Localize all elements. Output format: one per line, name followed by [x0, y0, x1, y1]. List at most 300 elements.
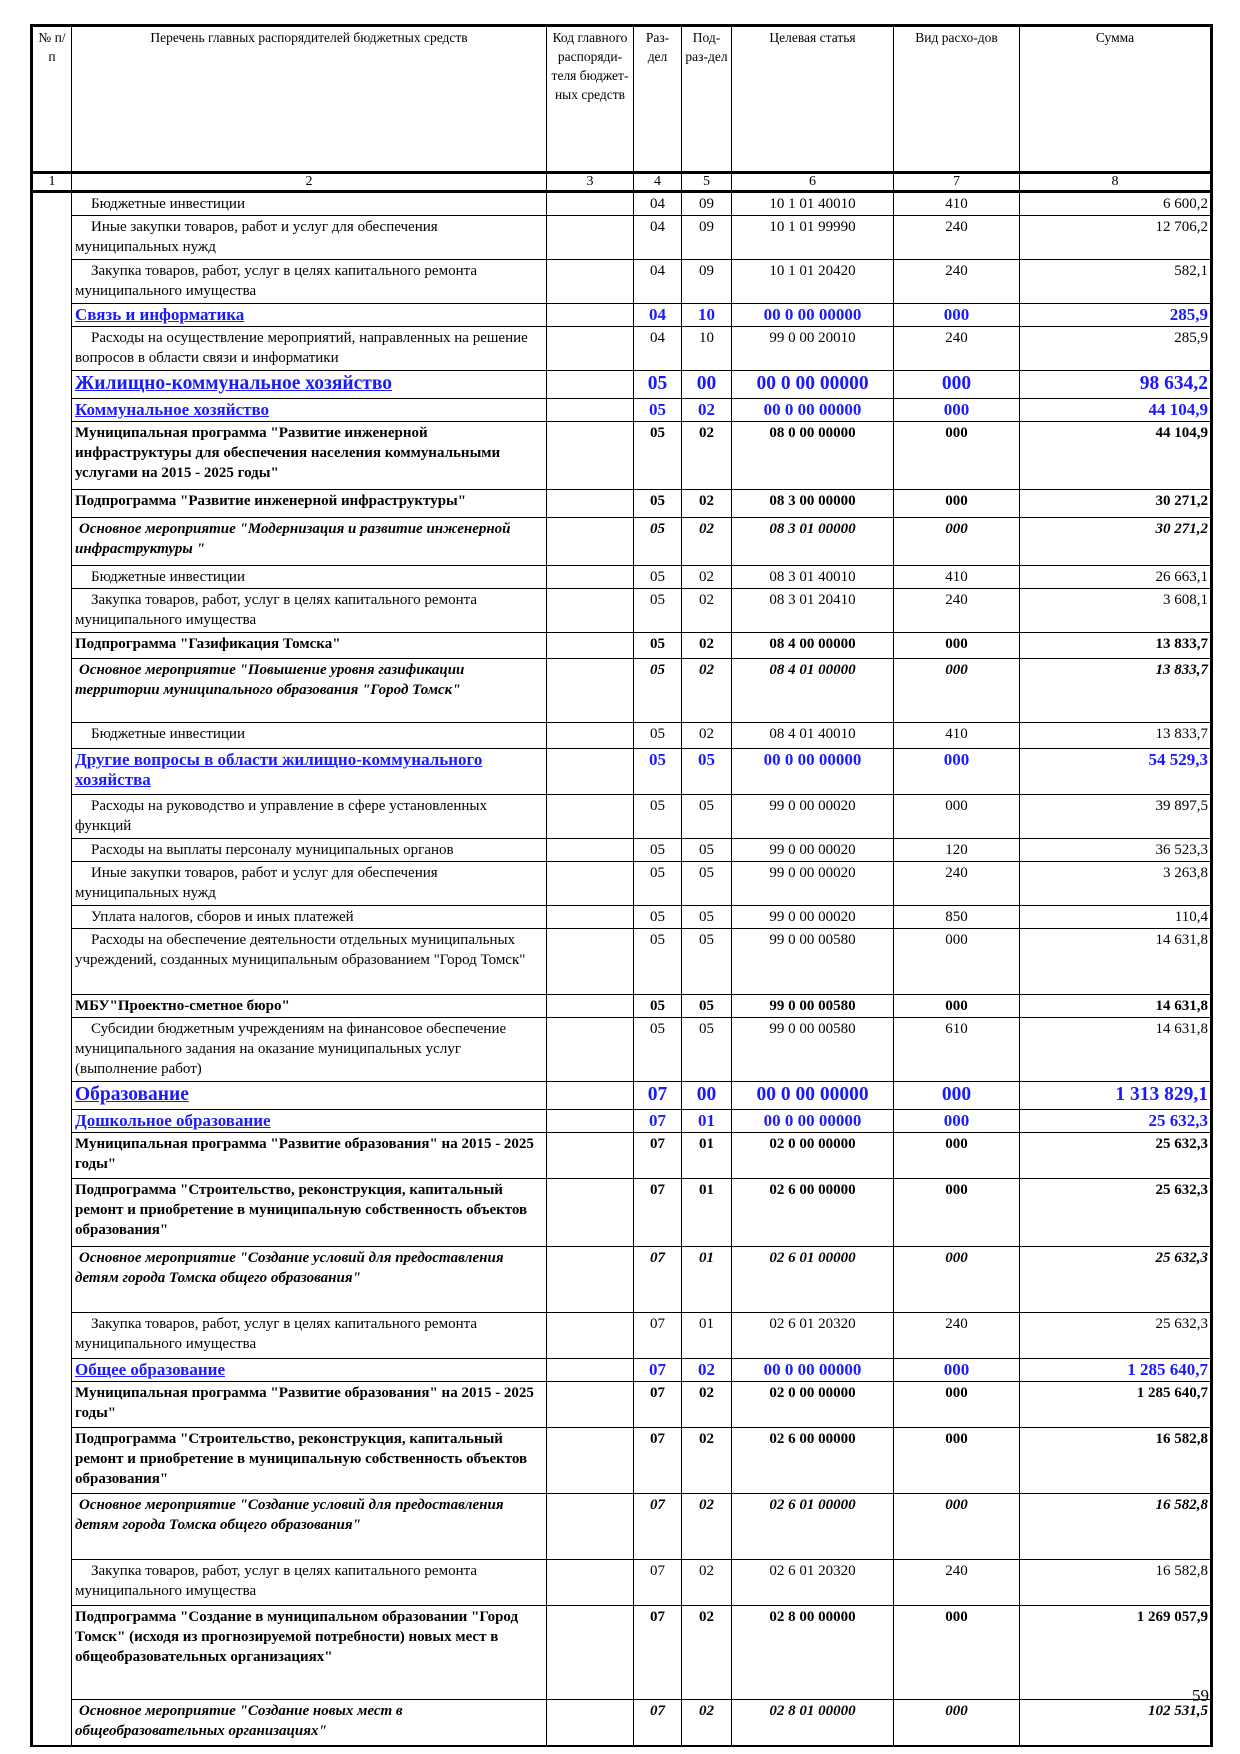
row-num-cell [32, 1179, 72, 1247]
row-num-cell [32, 518, 72, 566]
cell-sum: 25 632,3 [1020, 1179, 1212, 1247]
row-num-cell [32, 906, 72, 929]
cell-code [547, 633, 634, 659]
cell-razdel: 05 [634, 1018, 682, 1082]
cell-vid: 610 [894, 1018, 1020, 1082]
table-row [32, 906, 1212, 929]
cell-vid: 000 [894, 518, 1020, 566]
cell-target: 02 6 01 00000 [732, 1494, 894, 1560]
table-row [32, 633, 1212, 659]
cell-vid: 000 [894, 1133, 1020, 1179]
cell-razdel: 07 [634, 1382, 682, 1428]
cell-vid: 000 [894, 1110, 1020, 1133]
header-vid: Вид расхо-дов [894, 26, 1020, 173]
cell-razdel: 05 [634, 490, 682, 518]
cell-vid: 000 [894, 749, 1020, 795]
cell-podrazdel: 02 [682, 1359, 732, 1382]
cell-sum: 285,9 [1020, 304, 1212, 327]
cell-podrazdel: 02 [682, 659, 732, 723]
cell-vid: 000 [894, 659, 1020, 723]
row-num-cell [32, 1700, 72, 1746]
cell-code [547, 1247, 634, 1313]
cell-name: МБУ"Проектно-сметное бюро" [72, 995, 547, 1018]
cell-vid: 000 [894, 371, 1020, 399]
cell-name: Муниципальная программа "Развитие инженерной инфраструктуры для обеспечения населения коммунальными услугами на 2015 - 2025 годы" [72, 422, 547, 490]
cell-sum: 14 631,8 [1020, 995, 1212, 1018]
cell-podrazdel: 10 [682, 327, 732, 371]
cell-name: Связь и информатика [72, 304, 547, 327]
cell-target: 02 0 00 00000 [732, 1382, 894, 1428]
cell-podrazdel: 09 [682, 260, 732, 304]
cell-razdel: 05 [634, 422, 682, 490]
row-num-cell [32, 1606, 72, 1700]
cell-target: 08 3 01 20410 [732, 589, 894, 633]
row-num-cell [32, 749, 72, 795]
cell-code [547, 304, 634, 327]
cell-code [547, 1018, 634, 1082]
column-numbers-row [32, 173, 1212, 192]
cell-name: Закупка товаров, работ, услуг в целях капитального ремонта муниципального имущества [72, 260, 547, 304]
cell-podrazdel: 05 [682, 929, 732, 995]
cell-sum: 13 833,7 [1020, 659, 1212, 723]
cell-sum: 44 104,9 [1020, 422, 1212, 490]
table-row [32, 422, 1212, 490]
table-row [32, 1560, 1212, 1606]
cell-podrazdel: 02 [682, 1428, 732, 1494]
cell-target: 02 6 01 20320 [732, 1313, 894, 1359]
cell-razdel: 05 [634, 566, 682, 589]
cell-sum: 36 523,3 [1020, 839, 1212, 862]
cell-name: Жилищно-коммунальное хозяйство [72, 371, 547, 399]
cell-podrazdel: 05 [682, 795, 732, 839]
row-num-cell [32, 1018, 72, 1082]
cell-vid: 410 [894, 566, 1020, 589]
row-num-cell [32, 862, 72, 906]
table-row [32, 929, 1212, 995]
cell-razdel: 05 [634, 749, 682, 795]
cell-razdel: 05 [634, 371, 682, 399]
table-row [32, 659, 1212, 723]
cell-target: 00 0 00 00000 [732, 304, 894, 327]
cell-razdel: 07 [634, 1133, 682, 1179]
cell-podrazdel: 02 [682, 490, 732, 518]
cell-name: Образование [72, 1082, 547, 1110]
cell-razdel: 07 [634, 1428, 682, 1494]
cell-podrazdel: 01 [682, 1313, 732, 1359]
cell-sum: 3 608,1 [1020, 589, 1212, 633]
cell-name: Бюджетные инвестиции [72, 192, 547, 216]
row-num-cell [32, 1494, 72, 1560]
row-num-cell [32, 839, 72, 862]
cell-vid: 000 [894, 1428, 1020, 1494]
cell-vid: 000 [894, 929, 1020, 995]
cell-code [547, 399, 634, 422]
row-num-cell [32, 1359, 72, 1382]
cell-code [547, 995, 634, 1018]
cell-podrazdel: 01 [682, 1247, 732, 1313]
cell-name: Муниципальная программа "Развитие образования" на 2015 - 2025 годы" [72, 1382, 547, 1428]
cell-podrazdel: 01 [682, 1179, 732, 1247]
cell-name: Подпрограмма "Строительство, реконструкция, капитальный ремонт и приобретение в муниципальную собственность объектов образования" [72, 1428, 547, 1494]
cell-code [547, 659, 634, 723]
cell-name: Подпрограмма "Строительство, реконструкция, капитальный ремонт и приобретение в муниципальную собственность объектов образования" [72, 1179, 547, 1247]
cell-code [547, 1110, 634, 1133]
header-sum: Сумма [1020, 26, 1212, 173]
table-row [32, 1082, 1212, 1110]
table-row [32, 566, 1212, 589]
cell-sum: 12 706,2 [1020, 216, 1212, 260]
cell-code [547, 1428, 634, 1494]
colnum: 4 [634, 173, 682, 192]
cell-sum: 1 285 640,7 [1020, 1382, 1212, 1428]
cell-target: 99 0 00 00020 [732, 795, 894, 839]
budget-table [30, 24, 1213, 1747]
cell-name: Дошкольное образование [72, 1110, 547, 1133]
row-num-cell [32, 633, 72, 659]
row-num-cell [32, 1133, 72, 1179]
cell-target: 00 0 00 00000 [732, 749, 894, 795]
cell-target: 99 0 00 20010 [732, 327, 894, 371]
cell-sum: 30 271,2 [1020, 518, 1212, 566]
cell-code [547, 1560, 634, 1606]
table-row [32, 1606, 1212, 1700]
cell-vid: 000 [894, 490, 1020, 518]
header-target: Целевая статья [732, 26, 894, 173]
table-row [32, 260, 1212, 304]
cell-name: Уплата налогов, сборов и иных платежей [72, 906, 547, 929]
table-row [32, 749, 1212, 795]
cell-sum: 16 582,8 [1020, 1494, 1212, 1560]
cell-vid: 000 [894, 1700, 1020, 1746]
cell-vid: 240 [894, 589, 1020, 633]
cell-vid: 000 [894, 1382, 1020, 1428]
cell-vid: 240 [894, 216, 1020, 260]
cell-target: 02 6 00 00000 [732, 1428, 894, 1494]
cell-sum: 98 634,2 [1020, 371, 1212, 399]
cell-razdel: 07 [634, 1247, 682, 1313]
table-row [32, 995, 1212, 1018]
cell-razdel: 05 [634, 929, 682, 995]
cell-name: Расходы на руководство и управление в сфере установленных функций [72, 795, 547, 839]
table-row [32, 1247, 1212, 1313]
row-num-cell [32, 1428, 72, 1494]
cell-sum: 25 632,3 [1020, 1313, 1212, 1359]
cell-code [547, 422, 634, 490]
table-row [32, 1110, 1212, 1133]
cell-name: Подпрограмма "Развитие инженерной инфраструктуры" [72, 490, 547, 518]
cell-razdel: 05 [634, 862, 682, 906]
cell-vid: 000 [894, 304, 1020, 327]
cell-name: Подпрограмма "Создание в муниципальном образовании "Город Томск" (исходя из прогнозируемой потребности) новых мест в общеобразовательных организациях" [72, 1606, 547, 1700]
cell-razdel: 05 [634, 795, 682, 839]
cell-razdel: 05 [634, 659, 682, 723]
row-num-cell [32, 723, 72, 749]
cell-podrazdel: 02 [682, 566, 732, 589]
cell-podrazdel: 02 [682, 1382, 732, 1428]
table-row [32, 518, 1212, 566]
cell-name: Закупка товаров, работ, услуг в целях капитального ремонта муниципального имущества [72, 1560, 547, 1606]
cell-target: 08 4 01 00000 [732, 659, 894, 723]
cell-podrazdel: 09 [682, 216, 732, 260]
table-row [32, 862, 1212, 906]
cell-target: 10 1 01 40010 [732, 192, 894, 216]
cell-name: Расходы на обеспечение деятельности отдельных муниципальных учреждений, созданных муниципальным образованием "Город Томск" [72, 929, 547, 995]
cell-name: Основное мероприятие "Создание новых мест в общеобразовательных организациях" [72, 1700, 547, 1746]
row-num-cell [32, 1110, 72, 1133]
cell-podrazdel: 05 [682, 862, 732, 906]
colnum: 6 [732, 173, 894, 192]
cell-podrazdel: 02 [682, 1606, 732, 1700]
cell-target: 00 0 00 00000 [732, 1110, 894, 1133]
cell-razdel: 07 [634, 1082, 682, 1110]
cell-target: 00 0 00 00000 [732, 1359, 894, 1382]
cell-code [547, 1313, 634, 1359]
cell-code [547, 929, 634, 995]
cell-razdel: 05 [634, 839, 682, 862]
cell-sum: 44 104,9 [1020, 399, 1212, 422]
cell-razdel: 05 [634, 589, 682, 633]
cell-name: Муниципальная программа "Развитие образования" на 2015 - 2025 годы" [72, 1133, 547, 1179]
cell-vid: 000 [894, 399, 1020, 422]
cell-code [547, 839, 634, 862]
colnum: 5 [682, 173, 732, 192]
cell-sum: 16 582,8 [1020, 1428, 1212, 1494]
cell-target: 02 6 00 00000 [732, 1179, 894, 1247]
cell-target: 08 4 01 40010 [732, 723, 894, 749]
row-num-cell [32, 566, 72, 589]
cell-name: Расходы на осуществление мероприятий, направленных на решение вопросов в области связи и информатики [72, 327, 547, 371]
table-row [32, 1018, 1212, 1082]
cell-vid: 000 [894, 1082, 1020, 1110]
cell-podrazdel: 10 [682, 304, 732, 327]
cell-code [547, 862, 634, 906]
cell-target: 08 0 00 00000 [732, 422, 894, 490]
table-row [32, 192, 1212, 216]
cell-razdel: 04 [634, 192, 682, 216]
cell-name: Закупка товаров, работ, услуг в целях капитального ремонта муниципального имущества [72, 589, 547, 633]
cell-podrazdel: 02 [682, 422, 732, 490]
cell-podrazdel: 02 [682, 723, 732, 749]
cell-code [547, 795, 634, 839]
table-row [32, 1700, 1212, 1746]
cell-sum: 25 632,3 [1020, 1133, 1212, 1179]
cell-podrazdel: 02 [682, 589, 732, 633]
cell-sum: 1 285 640,7 [1020, 1359, 1212, 1382]
cell-sum: 6 600,2 [1020, 192, 1212, 216]
cell-vid: 000 [894, 422, 1020, 490]
cell-code [547, 723, 634, 749]
cell-code [547, 192, 634, 216]
cell-code [547, 589, 634, 633]
table-row [32, 589, 1212, 633]
cell-razdel: 04 [634, 304, 682, 327]
cell-podrazdel: 02 [682, 1560, 732, 1606]
cell-podrazdel: 02 [682, 1494, 732, 1560]
cell-code [547, 1700, 634, 1746]
cell-sum: 582,1 [1020, 260, 1212, 304]
cell-vid: 000 [894, 1494, 1020, 1560]
cell-sum: 110,4 [1020, 906, 1212, 929]
row-num-cell [32, 795, 72, 839]
cell-podrazdel: 05 [682, 906, 732, 929]
cell-name: Основное мероприятие "Создание условий для предоставления детям города Томска общего образования" [72, 1494, 547, 1560]
table-row [32, 1494, 1212, 1560]
row-num-cell [32, 216, 72, 260]
cell-target: 02 6 01 20320 [732, 1560, 894, 1606]
cell-razdel: 07 [634, 1560, 682, 1606]
cell-target: 10 1 01 20420 [732, 260, 894, 304]
cell-podrazdel: 05 [682, 839, 732, 862]
cell-target: 08 4 00 00000 [732, 633, 894, 659]
row-num-cell [32, 1382, 72, 1428]
table-row [32, 1382, 1212, 1428]
cell-podrazdel: 01 [682, 1133, 732, 1179]
cell-target: 08 3 00 00000 [732, 490, 894, 518]
cell-code [547, 260, 634, 304]
row-num-cell [32, 371, 72, 399]
cell-podrazdel: 05 [682, 749, 732, 795]
colnum: 2 [72, 173, 547, 192]
cell-podrazdel: 02 [682, 633, 732, 659]
colnum: 3 [547, 173, 634, 192]
cell-podrazdel: 01 [682, 1110, 732, 1133]
cell-razdel: 05 [634, 399, 682, 422]
header-code: Код главного распоряди-теля бюджет-ных средств [547, 26, 634, 173]
cell-code [547, 216, 634, 260]
table-row [32, 723, 1212, 749]
cell-vid: 240 [894, 1560, 1020, 1606]
colnum: 1 [32, 173, 72, 192]
cell-podrazdel: 05 [682, 995, 732, 1018]
row-num-cell [32, 304, 72, 327]
cell-sum: 102 531,5 [1020, 1700, 1212, 1746]
table-row [32, 1428, 1212, 1494]
cell-razdel: 05 [634, 723, 682, 749]
cell-name: Основное мероприятие "Модернизация и развитие инженерной инфраструктуры " [72, 518, 547, 566]
row-num-cell [32, 589, 72, 633]
colnum: 7 [894, 173, 1020, 192]
cell-sum: 13 833,7 [1020, 633, 1212, 659]
row-num-cell [32, 659, 72, 723]
cell-razdel: 04 [634, 327, 682, 371]
cell-razdel: 04 [634, 260, 682, 304]
cell-podrazdel: 00 [682, 1082, 732, 1110]
cell-vid: 000 [894, 995, 1020, 1018]
row-num-cell [32, 995, 72, 1018]
table-body [32, 192, 1212, 1746]
cell-target: 02 8 00 00000 [732, 1606, 894, 1700]
page-number: 59 [1192, 1686, 1209, 1705]
cell-name: Субсидии бюджетным учреждениям на финансовое обеспечение муниципального задания на оказание муниципальных услуг (выполнение работ) [72, 1018, 547, 1082]
cell-razdel: 07 [634, 1179, 682, 1247]
cell-code [547, 749, 634, 795]
cell-target: 02 0 00 00000 [732, 1133, 894, 1179]
cell-razdel: 05 [634, 995, 682, 1018]
row-num-cell [32, 490, 72, 518]
cell-sum: 25 632,3 [1020, 1110, 1212, 1133]
cell-razdel: 07 [634, 1359, 682, 1382]
cell-name: Основное мероприятие "Повышение уровня газификации территории муниципального образования "Город Томск" [72, 659, 547, 723]
table-row [32, 216, 1212, 260]
cell-podrazdel: 02 [682, 399, 732, 422]
cell-name: Общее образование [72, 1359, 547, 1382]
header-row [32, 26, 1212, 173]
cell-name: Коммунальное хозяйство [72, 399, 547, 422]
cell-vid: 240 [894, 260, 1020, 304]
header-podrazdel: Под-раз-дел [682, 26, 732, 173]
table-row [32, 371, 1212, 399]
colnum: 8 [1020, 173, 1212, 192]
cell-target: 00 0 00 00000 [732, 1082, 894, 1110]
cell-name: Бюджетные инвестиции [72, 566, 547, 589]
cell-code [547, 1494, 634, 1560]
cell-code [547, 1606, 634, 1700]
cell-target: 99 0 00 00580 [732, 1018, 894, 1082]
table-row [32, 839, 1212, 862]
cell-code [547, 490, 634, 518]
header-razdel: Раз-дел [634, 26, 682, 173]
cell-sum: 285,9 [1020, 327, 1212, 371]
row-num-cell [32, 260, 72, 304]
cell-vid: 000 [894, 1606, 1020, 1700]
cell-razdel: 04 [634, 216, 682, 260]
cell-target: 08 3 01 40010 [732, 566, 894, 589]
cell-code [547, 371, 634, 399]
table-row [32, 399, 1212, 422]
cell-name: Иные закупки товаров, работ и услуг для обеспечения муниципальных нужд [72, 216, 547, 260]
cell-vid: 410 [894, 723, 1020, 749]
cell-target: 99 0 00 00020 [732, 839, 894, 862]
cell-razdel: 05 [634, 518, 682, 566]
cell-razdel: 07 [634, 1700, 682, 1746]
cell-sum: 1 269 057,9 [1020, 1606, 1212, 1700]
cell-target: 02 6 01 00000 [732, 1247, 894, 1313]
cell-code [547, 1082, 634, 1110]
cell-name: Другие вопросы в области жилищно-коммунального хозяйства [72, 749, 547, 795]
cell-code [547, 1382, 634, 1428]
cell-target: 02 8 01 00000 [732, 1700, 894, 1746]
cell-vid: 240 [894, 862, 1020, 906]
cell-sum: 16 582,8 [1020, 1560, 1212, 1606]
cell-razdel: 07 [634, 1110, 682, 1133]
cell-target: 00 0 00 00000 [732, 371, 894, 399]
cell-vid: 120 [894, 839, 1020, 862]
cell-razdel: 05 [634, 633, 682, 659]
cell-target: 00 0 00 00000 [732, 399, 894, 422]
cell-sum: 39 897,5 [1020, 795, 1212, 839]
cell-vid: 000 [894, 633, 1020, 659]
cell-target: 99 0 00 00580 [732, 995, 894, 1018]
row-num-cell [32, 192, 72, 216]
cell-razdel: 07 [634, 1494, 682, 1560]
cell-vid: 850 [894, 906, 1020, 929]
cell-vid: 240 [894, 1313, 1020, 1359]
cell-vid: 240 [894, 327, 1020, 371]
cell-code [547, 327, 634, 371]
cell-target: 10 1 01 99990 [732, 216, 894, 260]
cell-target: 99 0 00 00020 [732, 862, 894, 906]
cell-target: 08 3 01 00000 [732, 518, 894, 566]
row-num-cell [32, 1313, 72, 1359]
table-row [32, 1359, 1212, 1382]
row-num-cell [32, 1082, 72, 1110]
cell-code [547, 1179, 634, 1247]
cell-sum: 25 632,3 [1020, 1247, 1212, 1313]
row-num-cell [32, 1560, 72, 1606]
cell-vid: 000 [894, 795, 1020, 839]
cell-vid: 410 [894, 192, 1020, 216]
cell-name: Расходы на выплаты персоналу муниципальных органов [72, 839, 547, 862]
